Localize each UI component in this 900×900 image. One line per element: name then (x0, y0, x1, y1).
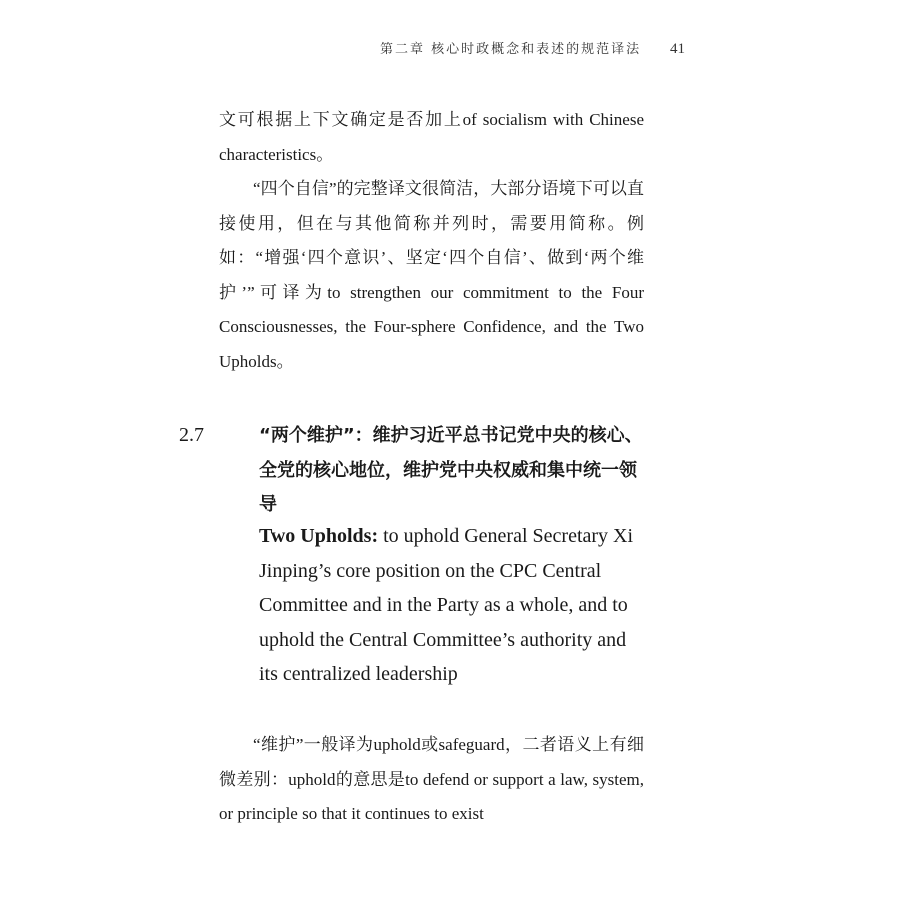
paragraph-socialism-note: 文可根据上下文确定是否加上of socialism with Chinese characteristics。 (219, 110, 644, 164)
page-number: 41 (670, 41, 685, 57)
chapter-title: 第二章 核心时政概念和表述的规范译法 (380, 42, 642, 57)
section-heading-en (259, 519, 644, 692)
section-number: 2.7 (179, 424, 204, 446)
paragraph-four-confidences: “四个自信”的完整译文很简洁，大部分语境下可以直接使用，但在与其他简称并列时，需要用简称。例如：“增强‘四个意识’、坚定‘四个自信’、做到‘两个维护’”可译为to strengthen our commitment to the Four Consciousnesses, the Four-sphere Confidence, and the Two Upholds。 (219, 179, 644, 371)
section-title-en-term: Two Upholds: (259, 525, 379, 547)
running-head (380, 38, 685, 58)
section-title-cn: “两个维护”：维护习近平总书记党中央的核心、全党的核心地位，维护党中央权威和集中统一领导 (259, 425, 643, 515)
section-title-en-definition: to uphold General Secretary Xi Jinping’s core position on the CPC Central Committee and in the Party as a whole, and to uphold the Central Committee’s authority and its centralized leadership (259, 525, 634, 685)
paragraph-uphold-explanation: “维护”一般译为uphold或safeguard，二者语义上有细微差别：uphold的意思是to defend or support a law, system, or principle so that it continues to exist (219, 735, 644, 823)
section-heading-cn (179, 418, 649, 523)
